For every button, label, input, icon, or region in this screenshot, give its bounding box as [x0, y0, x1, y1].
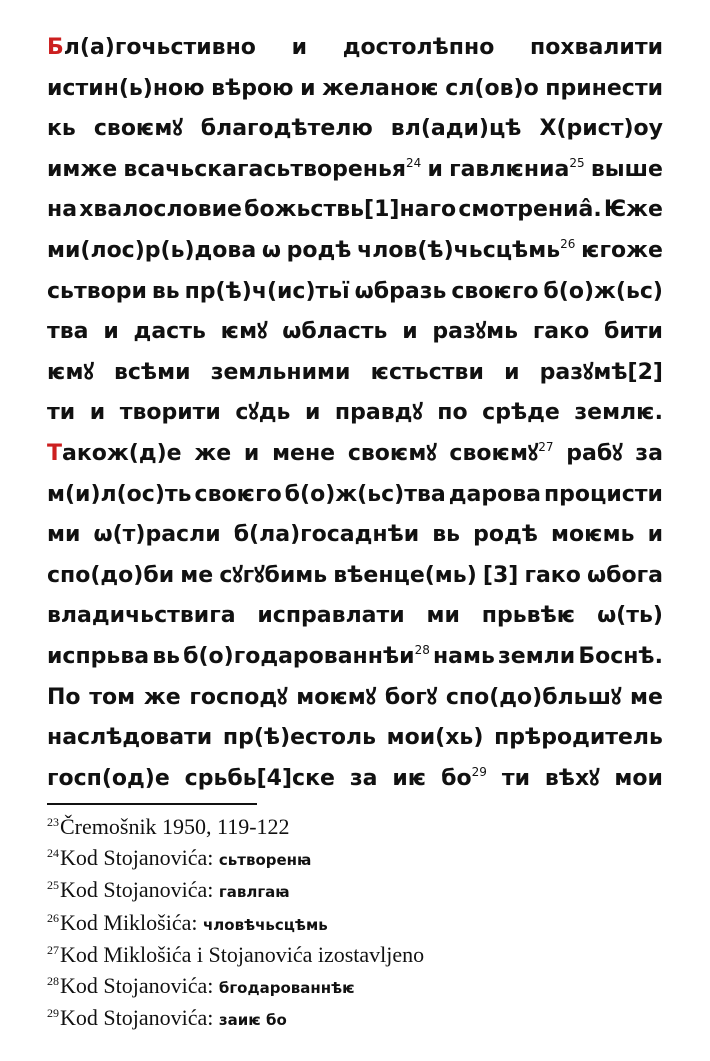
- word: своѥго: [194, 481, 282, 507]
- word: спо(до)бльшꙋ: [445, 684, 622, 710]
- word: вл(ади)цѣ: [390, 116, 522, 142]
- word: господꙋ: [189, 684, 288, 710]
- word: владичьствига: [47, 603, 236, 629]
- text-line: [47, 475, 663, 516]
- word: исправлати: [257, 603, 405, 629]
- footnote-text: Kod Stojanovića:: [60, 972, 219, 998]
- footnote-ref: 28: [414, 642, 430, 657]
- word: наслѣдовати: [47, 725, 213, 751]
- word: сьтвори: [47, 278, 147, 304]
- word: и: [304, 400, 321, 426]
- word: же: [194, 440, 232, 466]
- word: богꙋ: [384, 684, 438, 710]
- word: б(о)ж(ьс)тва: [284, 481, 446, 507]
- word: ѡ(ть): [597, 603, 663, 629]
- word: ѥстьстви: [370, 359, 484, 385]
- word: родѣ: [473, 522, 538, 548]
- footnote-number: 28: [47, 973, 59, 988]
- word: процисти: [543, 481, 663, 507]
- word: на: [47, 197, 78, 223]
- text-line: [47, 69, 663, 110]
- word: разꙋмь: [432, 319, 519, 345]
- word: прьвѣѥ: [481, 603, 576, 629]
- text-line: [47, 718, 663, 759]
- word: мене: [272, 440, 336, 466]
- word: и: [427, 156, 443, 182]
- text-line: [47, 109, 663, 150]
- text-line: [47, 353, 663, 394]
- word: моѥмь: [551, 522, 635, 548]
- footnote-text: Čremošnik 1950, 119-122: [60, 814, 290, 839]
- word: ѥгоже: [581, 237, 663, 263]
- word: пр(ѣ)естоль: [222, 725, 376, 751]
- word: и: [647, 522, 663, 548]
- text-line: [47, 150, 663, 191]
- word: ѡбразь: [354, 278, 447, 304]
- word: своѥмꙋ: [93, 116, 183, 142]
- text-line: [47, 28, 663, 69]
- word: ми(лос)р(ь)дова: [47, 237, 257, 263]
- word: дарова: [448, 481, 541, 507]
- word: Х(рист)оу: [539, 116, 663, 142]
- footnote-cyrillic: бгодарованнѣѥ: [218, 978, 355, 997]
- charter-text: [47, 28, 663, 799]
- word: гако: [532, 319, 590, 345]
- footnote: [47, 812, 667, 843]
- footnote-text: Kod Miklošića:: [60, 909, 203, 935]
- word: ѡ(т)расли: [93, 522, 221, 548]
- word: Також(д)е: [47, 440, 182, 466]
- word: ѡбласть: [282, 319, 388, 345]
- word: и: [300, 75, 316, 101]
- word: сꙋгꙋбимь: [219, 562, 328, 588]
- word: рабꙋ: [566, 440, 623, 466]
- footnote-text: Kod Miklošića i Stojanovića izostavljeno: [60, 942, 425, 967]
- word: пр(ѣ)ч(ис)тьї: [184, 278, 350, 304]
- word: земли: [498, 643, 576, 669]
- footnote-ref: 27: [538, 439, 554, 454]
- footnote-number: 29: [47, 1006, 59, 1020]
- word: ти: [47, 400, 76, 426]
- word: Бл(а)гочьстивно: [47, 35, 256, 60]
- word: ти: [501, 765, 530, 791]
- word: имже: [47, 156, 118, 182]
- word: спо(до)би: [47, 562, 175, 588]
- word: б(о)годарованнѣи$^{28}$: [183, 642, 430, 669]
- word: достолѣпно: [342, 35, 495, 60]
- word: творити: [119, 400, 221, 426]
- text-line: [47, 759, 663, 800]
- text-line: [47, 678, 663, 719]
- word: том: [89, 684, 136, 710]
- footnote-cyrillic: гавлгаꙗ: [218, 883, 290, 901]
- word: бити: [604, 319, 663, 345]
- word: и: [291, 35, 308, 60]
- word: иѥ: [392, 765, 427, 791]
- word: намь: [432, 643, 495, 669]
- word: похвалити: [530, 35, 663, 60]
- footnote-ref: 26: [560, 236, 576, 251]
- word: По: [47, 684, 81, 710]
- footnote-number: 27: [47, 943, 59, 957]
- word: правдꙋ: [334, 400, 423, 426]
- text-line: [47, 312, 663, 353]
- text-line: [47, 231, 663, 272]
- word: ми: [47, 522, 81, 548]
- word: же: [143, 684, 181, 710]
- footnote-text: Kod Stojanovića:: [60, 844, 219, 870]
- word: ме: [180, 562, 214, 588]
- word: дасть: [133, 319, 206, 345]
- word: за: [635, 440, 663, 466]
- word: мои(хь): [386, 725, 484, 751]
- word: гако: [524, 562, 581, 588]
- word: земльними: [210, 359, 351, 385]
- word: члов(ѣ)чьсцѣмь$^{26}$: [357, 236, 576, 263]
- word: мои: [614, 765, 663, 791]
- footnote: [47, 908, 667, 941]
- word: прѣродитель: [494, 725, 663, 751]
- word: испрьва: [47, 643, 150, 669]
- word: вь: [432, 522, 461, 548]
- word: вь: [152, 643, 181, 669]
- word: и: [402, 319, 418, 345]
- word: вь: [151, 278, 180, 304]
- footnote-number: 26: [47, 910, 59, 925]
- word: принести: [545, 75, 663, 101]
- word: ми: [426, 603, 460, 629]
- word: по: [437, 400, 468, 426]
- word: своѥмꙋ: [347, 440, 437, 466]
- word: божьствь[1]наго: [244, 197, 457, 223]
- footnote: [47, 1003, 667, 1036]
- text-line: [47, 434, 663, 475]
- word: ѡбога: [587, 562, 663, 588]
- word: за: [349, 765, 378, 791]
- text-line: [47, 637, 663, 678]
- word: своѥмꙋ$^{27}$: [449, 439, 554, 466]
- footnote-cyrillic: чловѣчьсцѣмь: [203, 915, 328, 934]
- footnote-text: Kod Stojanovića:: [60, 877, 219, 902]
- word: вѣрою: [211, 75, 294, 101]
- word: вѣенце(мь): [333, 562, 477, 588]
- word: желаноѥ: [322, 75, 439, 101]
- word: смотрениâ.: [458, 197, 602, 223]
- word: $бо^{29}$: [441, 764, 487, 791]
- word: своѥго: [451, 278, 539, 304]
- word: хвалословие: [79, 197, 242, 223]
- word: срѣде: [482, 400, 560, 426]
- text-line: [47, 596, 663, 637]
- word: выше: [590, 156, 663, 182]
- text-line: [47, 272, 663, 313]
- footnote-number: 24: [47, 845, 59, 860]
- word: кь: [47, 116, 76, 142]
- word: моѥмꙋ: [296, 684, 377, 710]
- word: всѣми: [113, 359, 191, 385]
- footnote-separator: [47, 803, 257, 805]
- footnote: [47, 971, 667, 1004]
- red-initial: Б: [47, 35, 64, 60]
- word: сꙋдь: [235, 400, 291, 426]
- word: сл(ов)о: [445, 75, 539, 101]
- word: землѥ.: [574, 400, 663, 426]
- footnote-cyrillic: заиѥ бо: [218, 1011, 287, 1029]
- word: Боснѣ.: [578, 643, 663, 669]
- footnote-text: Kod Stojanovića:: [60, 1005, 219, 1030]
- footnote-ref: 29: [471, 764, 487, 779]
- word: б(о)ж(ьс): [543, 278, 663, 304]
- word: благодѣтелю: [200, 116, 373, 142]
- word: вѣхꙋ: [544, 765, 600, 791]
- word: Ѥже: [603, 197, 663, 223]
- word: разꙋмѣ[2]: [539, 359, 663, 385]
- footnotes: [47, 812, 667, 1036]
- word: гавлѥниа$^{25}$: [449, 155, 585, 182]
- text-line: [47, 515, 663, 556]
- word: ѥмꙋ: [220, 319, 268, 345]
- footnote-ref: 25: [569, 155, 585, 170]
- word: всачьскагасьтворенья$^{24}$: [123, 155, 422, 182]
- text-line: [47, 190, 663, 231]
- red-initial: Т: [47, 440, 63, 466]
- word: госп(од)е: [47, 765, 170, 791]
- word: и: [89, 400, 106, 426]
- word: [3]: [482, 562, 519, 588]
- footnote: [47, 875, 667, 908]
- word: родѣ: [286, 237, 352, 263]
- footnote: [47, 940, 667, 971]
- word: и: [504, 359, 520, 385]
- word: ме: [630, 684, 663, 710]
- word: истин(ь)ною: [47, 75, 205, 101]
- word: м(и)л(ос)ть: [47, 481, 192, 507]
- footnote-number: 25: [47, 878, 59, 892]
- word: б(ла)госаднѣи: [233, 522, 420, 548]
- footnote: [47, 843, 667, 876]
- footnote-number: 23: [47, 815, 59, 829]
- word: ѡ: [261, 237, 281, 263]
- word: тва: [47, 319, 89, 345]
- footnote-ref: 24: [406, 155, 422, 170]
- text-line: [47, 393, 663, 434]
- word: и: [243, 440, 260, 466]
- footnote-cyrillic: сьтворенꙗ: [218, 850, 312, 869]
- word: срьбь[4]ске: [184, 765, 335, 791]
- word: и: [103, 319, 119, 345]
- text-line: [47, 556, 663, 597]
- word: ѥмꙋ: [47, 359, 94, 385]
